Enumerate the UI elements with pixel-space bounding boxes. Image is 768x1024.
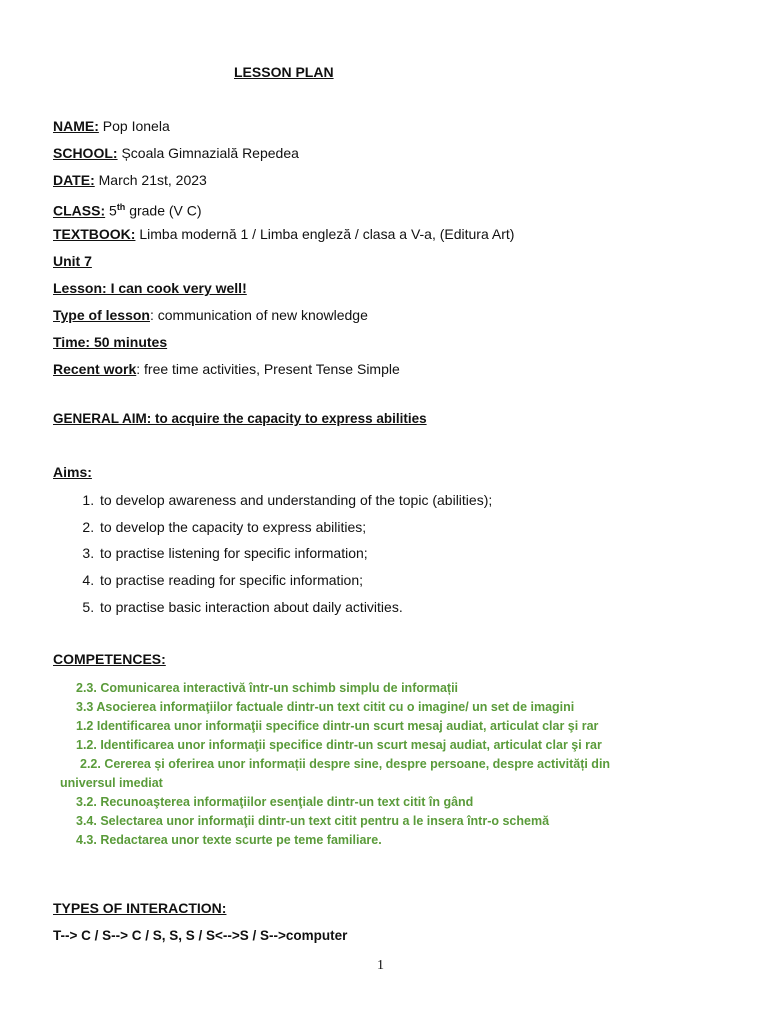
- competence-item: 2.2. Cererea și oferirea unor informații despre sine, despre persoane, despre activități din: [80, 757, 611, 771]
- recent-label: Recent work: [53, 361, 137, 377]
- aims-list: [53, 490, 492, 623]
- unit-label: Unit 7: [53, 253, 92, 269]
- competence-item: 4.3. Redactarea unor texte scurte pe teme familiare.: [76, 833, 382, 847]
- competence-item-continuation: universul imediat: [60, 776, 163, 790]
- type-value: : communication of new knowledge: [149, 307, 368, 323]
- unit-row: [53, 251, 514, 278]
- name-label: NAME:: [53, 118, 99, 134]
- name-row: [53, 116, 514, 143]
- general-aim: GENERAL AIM: to acquire the capacity to express abilities: [53, 411, 427, 426]
- competences-list: [60, 679, 700, 850]
- class-number: 5: [105, 202, 117, 219]
- competence-item: 1.2. Identificarea unor informaţii specifice dintr-un scurt mesaj audiat, articulat clar şi rar: [76, 738, 602, 752]
- interaction-types: T--> C / S--> C / S, S, S / S<-->S / S-->computer: [53, 928, 348, 943]
- type-label: Type of lesson: [53, 307, 150, 323]
- lesson-row: [53, 278, 514, 305]
- textbook-label: TEXTBOOK:: [53, 226, 136, 242]
- class-superscript: th: [116, 202, 126, 212]
- lesson-info: [53, 116, 514, 386]
- interaction-heading: TYPES OF INTERACTION:: [53, 900, 227, 916]
- competence-item: 1.2 Identificarea unor informaţii specifice dintr-un scurt mesaj audiat, articulat clar şi rar: [76, 719, 599, 733]
- competence-item: 3.2. Recunoaşterea informaţiilor esenţiale dintr-un text citit în gând: [76, 795, 474, 809]
- aim-item: 3. to practise listening for specific information;: [98, 543, 492, 570]
- aim-item: 2. to develop the capacity to express abilities;: [98, 517, 492, 544]
- recent-value: : free time activities, Present Tense Simple: [136, 361, 400, 377]
- class-row: [53, 197, 514, 224]
- competence-item: 2.3. Comunicarea interactivă într-un schimb simplu de informații: [76, 681, 459, 695]
- date-row: [53, 170, 514, 197]
- school-label: SCHOOL:: [53, 145, 118, 161]
- date-label: DATE:: [53, 172, 95, 188]
- lesson-label: Lesson: I can cook very well!: [53, 280, 247, 296]
- time-label: Time: 50 minutes: [53, 334, 168, 350]
- class-rest: grade (V C): [125, 202, 202, 219]
- competence-item: 3.3 Asocierea informaţiilor factuale dintr-un text citit cu o imagine/ un set de imagini: [76, 700, 575, 714]
- type-row: [53, 305, 514, 332]
- aims-heading: Aims:: [53, 464, 92, 480]
- textbook-row: [53, 224, 514, 251]
- name-value: Pop Ionela: [98, 118, 170, 134]
- recent-row: [53, 359, 514, 386]
- aim-item: 1. to develop awareness and understanding of the topic (abilities);: [98, 490, 492, 517]
- date-value: March 21st, 2023: [94, 172, 207, 188]
- class-label: CLASS:: [53, 202, 106, 219]
- competence-item: 3.4. Selectarea unor informaţii dintr-un text citit pentru a le insera într-o schemă: [76, 814, 550, 828]
- page-title: LESSON PLAN: [234, 64, 334, 80]
- time-row: [53, 332, 514, 359]
- school-row: [53, 143, 514, 170]
- competences-heading: COMPETENCES:: [53, 651, 166, 667]
- page-number: 1: [377, 958, 384, 973]
- school-value: Școala Gimnazială Repedea: [117, 145, 299, 161]
- textbook-value: Limba modernă 1 / Limba engleză / clasa a V-a, (Editura Art): [135, 226, 515, 242]
- aim-item: 4. to practise reading for specific information;: [98, 570, 492, 597]
- aim-item: 5. to practise basic interaction about daily activities.: [98, 597, 492, 624]
